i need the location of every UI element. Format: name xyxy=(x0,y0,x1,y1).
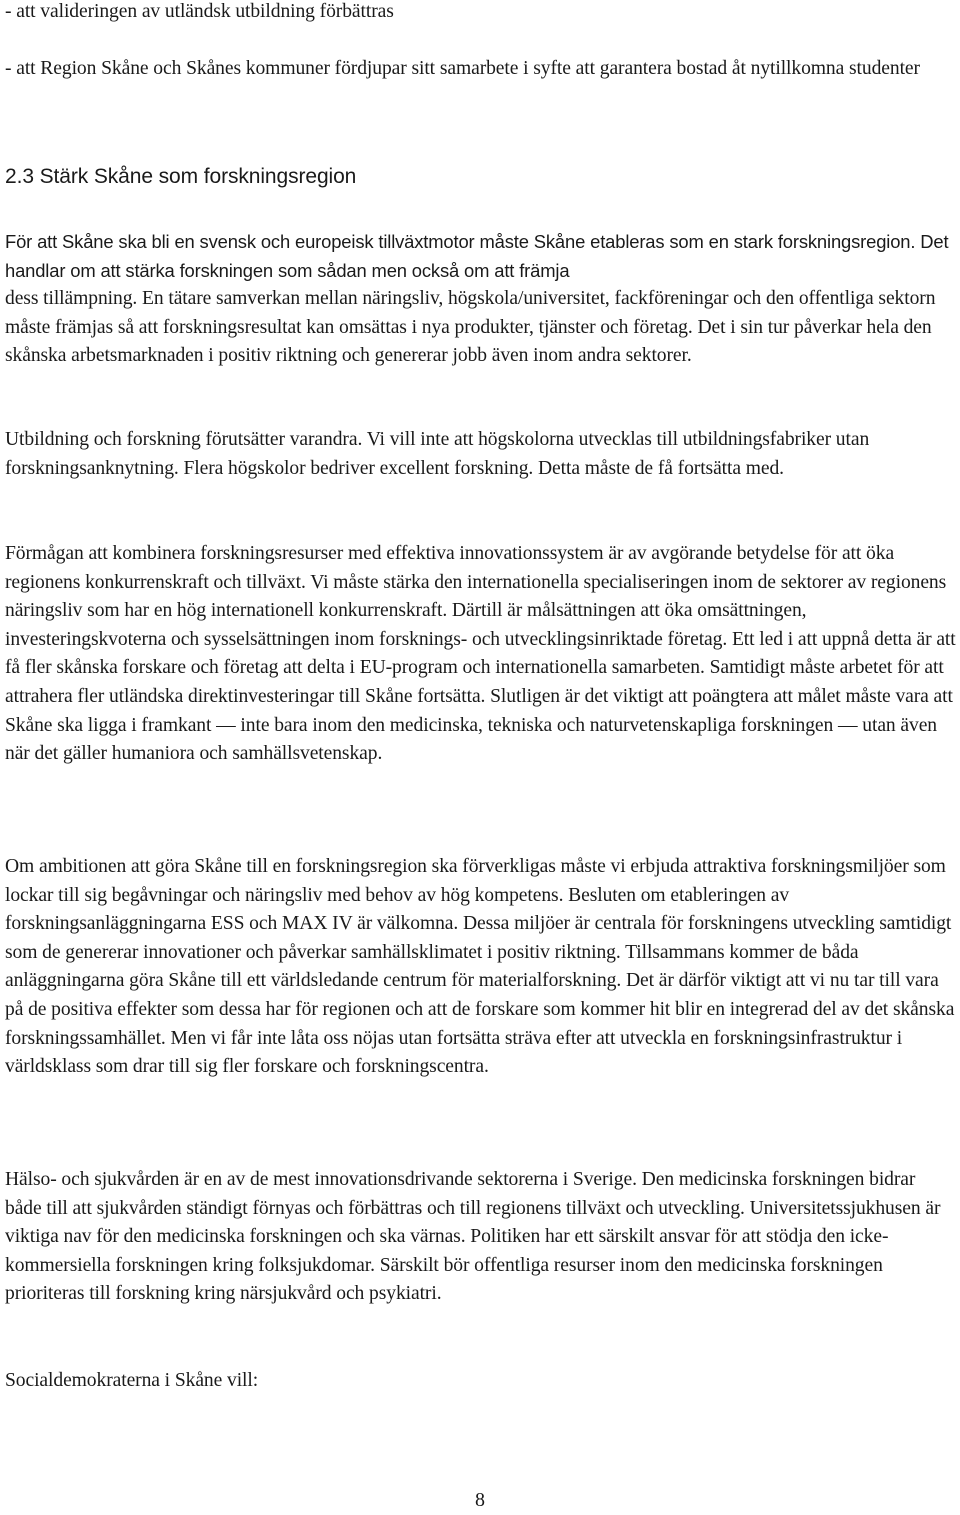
bullet-housing: - att Region Skåne och Skånes kommuner fördjupar sitt samarbete i syfte att garantera bostad åt nytillkomna studenter xyxy=(5,58,920,79)
page-number: 8 xyxy=(475,1489,485,1511)
paragraph-healthcare: Hälso- och sjukvården är en av de mest innovationsdrivande sektorerna i Sverige. Den medicinska forskningen bidrar både till att sjukvården ständigt förnyas och förbättras och till regionens tillväxt och utveckling. Universitetssjukhusen är viktiga nav för den medicinska forskningen och ska värnas. Politiken har ett särskilt ansvar för att stödja den icke-kommersiella forskningen kring folksjukdomar. Särskilt bör offentliga resurser inom den medicinska forskningen prioriteras till forskning kring närsjukvård och psykiatri. xyxy=(5,1169,941,1305)
paragraph-innovation: Förmågan att kombinera forskningsresurser med effektiva innovationssystem är av avgörande betydelse för att öka regionens konkurrenskraft och tillväxt. Vi måste stärka den internationella specialiseringen inom de sektorer av regionens näringsliv som har en hög internationell konkurrenskraft. Därtill är målsättningen att öka omsättningen, investeringskvoterna och sysselsättningen inom forsknings- och utvecklingsinriktade företag. Ett led i att uppnå detta är att få fler skånska forskare och företag att delta i EU-program och internationella samarbeten. Samtidigt måste arbetet för att attrahera fler utländska direktinvesteringar till Skåne fortsätta. Slutligen är det viktigt att poängtera att målet måste vara att Skåne ska ligga i framkant — inte bara inom den medicinska, tekniska och naturvetenskapliga forskningen — utan även när det gäller humaniora och samhällsvetenskap. xyxy=(5,543,956,765)
intro-paragraph-sans: För att Skåne ska bli en svensk och europeisk tillväxtmotor måste Skåne etableras som en stark forskningsregion. Det handlar om att stärka forskningen som sådan men också om att främja xyxy=(5,231,949,281)
paragraph-education: Utbildning och forskning förutsätter varandra. Vi vill inte att högskolorna utvecklas till utbildningsfabriker utan forskningsanknytning. Flera högskolor bedriver excellent forskning. Detta måste de få fortsätta med. xyxy=(5,429,870,479)
closing-line: Socialdemokraterna i Skåne vill: xyxy=(5,1370,259,1391)
section-heading: 2.3 Stärk Skåne som forskningsregion xyxy=(5,165,357,188)
paragraph-research-environments: Om ambitionen att göra Skåne till en forskningsregion ska förverkligas måste vi erbjuda attraktiva forskningsmiljöer som lockar till sig begåvningar och näringsliv med behov av hög kompetens. Besluten om etableringen av forskningsanläggningarna ESS och MAX IV är välkomna. Dessa miljöer är centrala för forskningens utveckling samtidigt som de genererar innovationer och påverkar samhällsklimatet i positiv riktning. Tillsammans kommer de båda anläggningarna göra Skåne till ett världsledande centrum för materialforskning. Det är därför viktigt att vi nu tar till vara på de positiva effekter som dessa har för regionen och att de forskare som kommer hit blir en integrerad del av det skånska forskningssamhället. Men vi får inte låta oss nöjas utan fortsätta sträva efter att utveckla en forskningsinfrastruktur i världsklass som drar till sig fler forskare och forskningscentra. xyxy=(5,856,955,1078)
intro-paragraph-serif: dess tillämpning. En tätare samverkan mellan näringsliv, högskola/universitet, fackföreningar och den offentliga sektorn måste främjas så att forskningsresultat kan omsättas i nya produkter, tjänster och företag. Det i sin tur påverkar hela den skånska arbetsmarknaden i positiv riktning och genererar jobb även inom andra sektorer. xyxy=(5,288,936,367)
bullet-validation: - att valideringen av utländsk utbildning förbättras xyxy=(5,1,394,22)
